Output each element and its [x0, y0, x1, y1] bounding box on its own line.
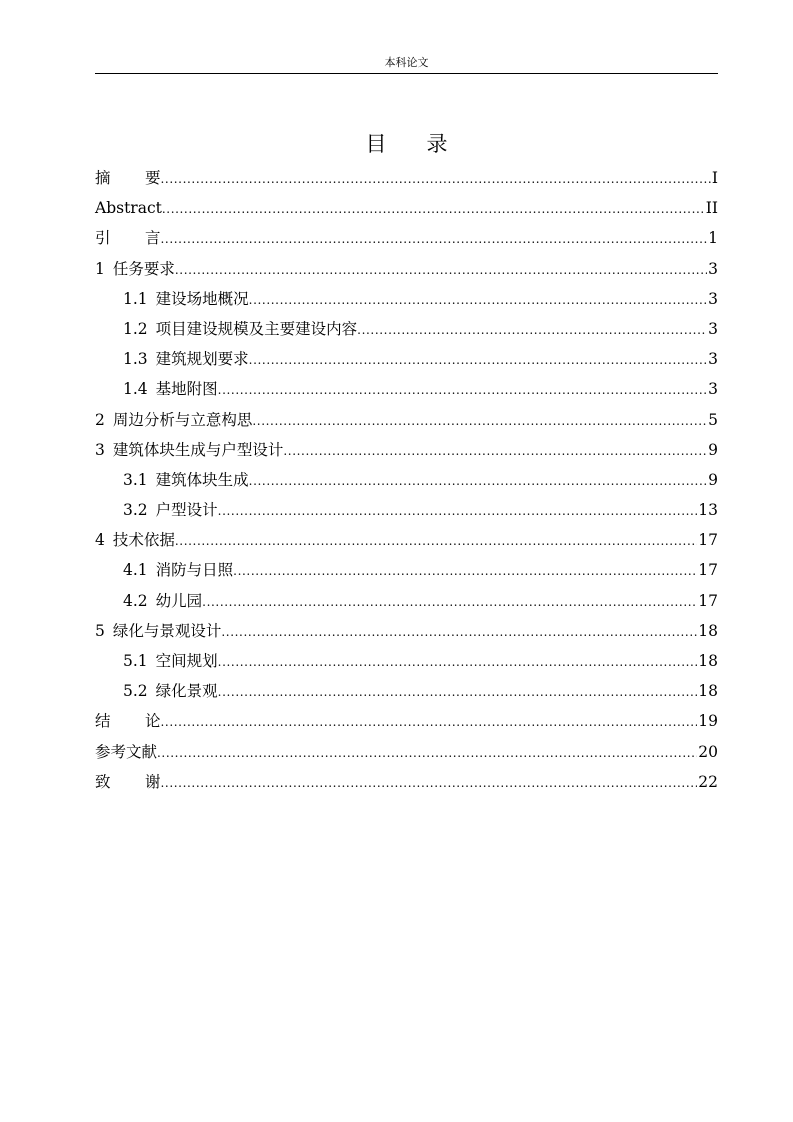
- toc-leader-dots: [221, 616, 697, 647]
- toc-leader-dots: [249, 465, 707, 496]
- toc-entry-label: 1 任务要求: [95, 259, 175, 278]
- toc-leader-dots: [161, 163, 711, 194]
- toc-entry-page: 17: [698, 591, 718, 610]
- toc-entry-page: 22: [698, 772, 718, 791]
- toc-entry-label: Abstract: [95, 199, 162, 218]
- toc-entry-label: 5 绿化与景观设计: [95, 621, 222, 640]
- toc-entry-page: 3: [708, 259, 718, 278]
- toc-entry-label: 3.1 建筑体块生成: [123, 470, 249, 489]
- toc-entry-page: I: [711, 169, 718, 187]
- toc-title: [95, 130, 718, 158]
- toc-entry-label: 4 技术依据: [95, 531, 175, 550]
- toc-entry-references[interactable]: [95, 737, 718, 767]
- toc-entry-label: 参考文献: [95, 742, 158, 761]
- toc-entry-5[interactable]: [95, 616, 718, 646]
- page-header: 本科论文: [384, 56, 429, 69]
- toc-entry-page: 19: [698, 712, 718, 731]
- toc-entry-1[interactable]: [95, 254, 718, 284]
- toc-leader-dots: [357, 314, 707, 345]
- toc-entry-page: 3: [708, 319, 718, 338]
- toc-entry-page: 18: [698, 652, 718, 670]
- toc-entry-page: 9: [708, 440, 718, 459]
- toc-entry-page: 5: [708, 410, 718, 429]
- toc-entry-3[interactable]: [95, 435, 718, 465]
- toc-entry-page: 13: [698, 501, 718, 520]
- toc-entry-abstract-en[interactable]: [95, 193, 718, 223]
- toc-leader-dots: [175, 254, 707, 285]
- toc-entry-page: 9: [708, 470, 718, 489]
- toc-entry-5-1[interactable]: [95, 646, 718, 676]
- toc-leader-dots: [218, 374, 707, 405]
- toc-leader-dots: [157, 737, 697, 768]
- toc-entry-page: 17: [698, 531, 718, 550]
- toc-entry-page: II: [705, 199, 718, 218]
- header-divider: [95, 73, 718, 74]
- toc-leader-dots: [218, 646, 698, 677]
- toc-leader-dots: [233, 555, 697, 586]
- toc-entry-1-1[interactable]: [95, 284, 718, 314]
- toc-entry-abstract-cn[interactable]: [95, 163, 718, 193]
- toc-entry-3-2[interactable]: [95, 495, 718, 525]
- toc-entry-page: 3: [708, 289, 718, 308]
- toc-leader-dots: [175, 525, 697, 556]
- toc-entry-label: 1.1 建设场地概况: [123, 289, 249, 308]
- toc-entry-5-2[interactable]: [95, 676, 718, 706]
- toc-entry-label: 致 谢: [95, 772, 161, 791]
- toc-entry-2[interactable]: [95, 405, 718, 435]
- toc-entry-label: 摘 要: [95, 169, 161, 187]
- toc-leader-dots: [252, 405, 707, 436]
- toc-entry-4-2[interactable]: [95, 586, 718, 616]
- toc-entry-page: 18: [698, 621, 718, 640]
- toc-entry-conclusion[interactable]: [95, 706, 718, 736]
- toc-entry-label: 4.1 消防与日照: [123, 561, 234, 580]
- toc-entry-4[interactable]: [95, 525, 718, 555]
- toc-entry-label: 5.2 绿化景观: [123, 682, 218, 701]
- toc-entry-introduction[interactable]: [95, 223, 718, 253]
- toc-entry-page: 3: [708, 380, 718, 399]
- toc-leader-dots: [218, 495, 698, 526]
- toc-entry-label: 3 建筑体块生成与户型设计: [95, 440, 284, 459]
- toc-leader-dots: [249, 284, 707, 315]
- toc-entry-label: 4.2 幼儿园: [123, 591, 203, 610]
- toc-entry-acknowledgements[interactable]: [95, 767, 718, 797]
- toc-entry-label: 5.1 空间规划: [123, 652, 218, 670]
- toc-leader-dots: [249, 344, 707, 375]
- toc-entry-label: 1.4 基地附图: [123, 380, 218, 399]
- toc-entry-page: 17: [698, 561, 718, 580]
- toc-title-left: 目: [365, 132, 387, 156]
- toc-entry-label: 引 言: [95, 229, 161, 248]
- toc-entry-page: 20: [698, 742, 718, 761]
- toc-leader-dots: [283, 435, 707, 466]
- toc-entry-label: 2 周边分析与立意构思: [95, 410, 253, 429]
- toc-entry-1-3[interactable]: [95, 344, 718, 374]
- toc-entry-1-2[interactable]: [95, 314, 718, 344]
- table-of-contents: [95, 163, 718, 797]
- toc-entry-page: 1: [708, 229, 718, 248]
- toc-leader-dots: [161, 706, 698, 737]
- toc-leader-dots: [161, 223, 708, 254]
- toc-entry-label: 3.2 户型设计: [123, 501, 218, 520]
- toc-entry-page: 18: [698, 682, 718, 701]
- toc-entry-3-1[interactable]: [95, 465, 718, 495]
- toc-entry-label: 1.2 项目建设规模及主要建设内容: [123, 319, 358, 338]
- toc-entry-page: 3: [708, 350, 718, 369]
- toc-leader-dots: [202, 586, 697, 617]
- toc-entry-label: 结 论: [95, 712, 161, 731]
- toc-leader-dots: [162, 193, 705, 224]
- toc-leader-dots: [218, 676, 698, 707]
- toc-leader-dots: [161, 767, 698, 798]
- toc-entry-1-4[interactable]: [95, 374, 718, 404]
- toc-entry-4-1[interactable]: [95, 555, 718, 585]
- toc-entry-label: 1.3 建筑规划要求: [123, 350, 249, 369]
- toc-title-right: 录: [426, 132, 448, 156]
